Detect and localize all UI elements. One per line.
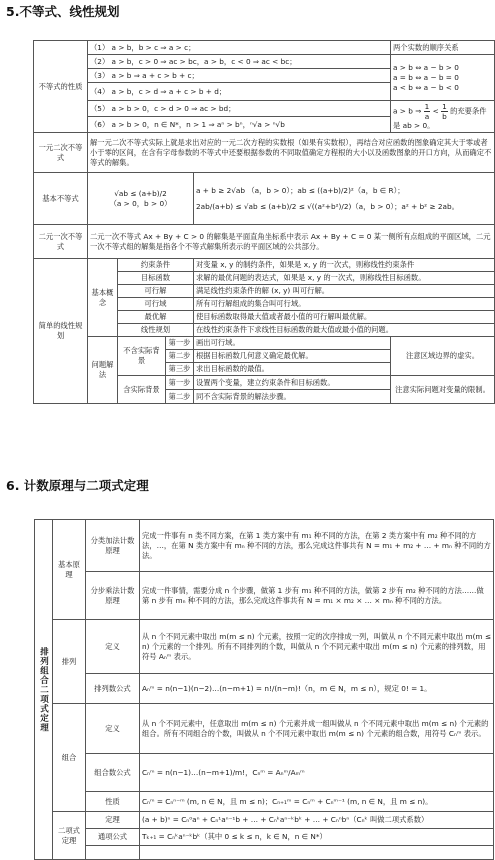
comb-definition-text: 从 n 个不同元素中，任意取出 m(m ≤ n) 个元素并成一组叫做从 n 个不同元素中取出 m(m ≤ n) 个元素的组合。所有不同组合的个数，叫做从 n 个不同元素中取出 m(m ≤ n) 个元素的组合数，用符号 Cₙᵐ 表示。 [140, 704, 494, 754]
property-4: （4） a > b，c > d ⇒ a + c > b + d； [88, 83, 391, 101]
note-boundary: 注意区域边界的虚实。 [391, 337, 495, 376]
fraction-1-over-a [424, 102, 431, 121]
reciprocal-suffix: 的充要条件 [450, 106, 487, 116]
counting-table [34, 519, 494, 860]
reciprocal-condition: 是 ab > 0。 [393, 121, 435, 130]
property-3: （3） a > b ⇒ a + c > b + c； [88, 69, 391, 83]
basic-inequality-formula [88, 173, 194, 225]
property-2: （2） a > b，c > 0 ⇒ ac > bc，a > b，c < 0 ⇒ ac < bc； [88, 55, 391, 69]
concept-def: 在线性约束条件下求线性目标函数的最大值或最小值的问题。 [194, 324, 495, 337]
order-relations [391, 55, 495, 101]
basic-principle-label: 基本原理 [53, 520, 86, 620]
order-gt: a > b ⇔ a − b > 0 [393, 62, 459, 72]
property-6: （6） a > b > 0，n ∈ N*，n > 1 ⇒ aⁿ > bⁿ，ⁿ√a > ⁿ√b [88, 117, 391, 133]
concept-def: 求解的最优问题的表达式，如果是 x, y 的一次式，则称线性目标函数。 [194, 272, 495, 285]
am-gm-condition: （a > 0，b > 0） [109, 198, 172, 208]
less-than-sign: < [432, 106, 439, 116]
variant-1: a + b ≥ 2√ab （a，b > 0）；ab ≤ ((a+b)/2)²（a，b ∈ R）； [196, 185, 405, 195]
reciprocal-rule [391, 101, 495, 133]
concept-term: 约束条件 [118, 259, 194, 272]
section-title-inequality: 5.不等式、线性规划 [6, 4, 120, 19]
inequality-table [33, 40, 495, 404]
combination-label: 组合 [53, 704, 86, 812]
basic-inequality-label: 基本不等式 [34, 173, 88, 225]
step-label: 第一步 [166, 337, 194, 350]
binomial-theorem-label: 定理 [86, 812, 140, 829]
method-label: 问题解法 [88, 337, 118, 404]
concept-term: 线性规划 [118, 324, 194, 337]
real-label: 含实际背景 [118, 376, 166, 404]
perm-definition-text: 从 n 个不同元素中取出 m(m ≤ n) 个元素，按照一定的次序排成一列，叫做从 n 个不同元素中取出 m(m ≤ n) 个元素的一个排列。所有不同排列的个数，叫做从 n 个不同元素中取出 m(m ≤ n) 个元素的排列数，用符号 Aₙᵐ 表示。 [140, 620, 494, 674]
cut-off-cell [86, 846, 140, 860]
concept-term: 可行域 [118, 298, 194, 311]
two-var-label: 二元一次不等式 [34, 225, 88, 259]
section-title-counting: 6. 计数原理与二项式定理 [6, 478, 149, 493]
perm-formula: Aₙᵐ = n(n−1)(n−2)…(n−m+1) = n!/(n−m)!（n，m ∈ N，m ≤ n），规定 0! = 1。 [140, 674, 494, 704]
concept-term: 最优解 [118, 311, 194, 324]
step-label: 第二步 [166, 390, 194, 404]
side-label [35, 520, 53, 860]
property-label: 不等式的性质 [34, 41, 88, 133]
comb-definition-label: 定义 [86, 704, 140, 754]
binomial-label: 二项式定理 [53, 812, 86, 860]
numerator: 1 [424, 102, 430, 111]
cut-off-cell [140, 846, 494, 860]
comb-property-label: 性质 [86, 792, 140, 812]
step-text: 同不含实际背景的解法步骤。 [194, 390, 391, 404]
step-label: 第三步 [166, 363, 194, 376]
concept-def: 所有可行解组成的集合叫可行域。 [194, 298, 495, 311]
multiplication-principle-text: 完成一件事情，需要分成 n 个步骤，做第 1 步有 m₁ 种不同的方法，做第 2 步有 m₂ 种不同的方法……做第 n 步有 mₙ 种不同的方法，那么完成这件事共有 N = m₁ × m₂ × … × mₙ 种不同的方法。 [140, 572, 494, 620]
order-eq: a = b ⇔ a − b = 0 [393, 72, 459, 82]
concept-def: 对变量 x, y 的制约条件，如果是 x, y 的一次式，则称线性约束条件 [194, 259, 495, 272]
general-term-label: 通项公式 [86, 829, 140, 846]
denominator: a [424, 112, 430, 121]
step-label: 第二步 [166, 350, 194, 363]
step-text: 画出可行域。 [194, 337, 391, 350]
comb-formula-label: 组合数公式 [86, 754, 140, 792]
perm-formula-label: 排列数公式 [86, 674, 140, 704]
note-variables: 注意实际问题对变量的限制。 [391, 376, 495, 404]
step-text: 求出目标函数的最值。 [194, 363, 391, 376]
variant-2: 2ab/(a+b) ≤ √ab ≤ (a+b)/2 ≤ √((a²+b²)/2)（a，b > 0）；a² + b² ≥ 2ab。 [196, 201, 459, 211]
reciprocal-premise: a > b ⇒ [393, 106, 422, 116]
concept-def: 使目标函数取得最大值或者最小值的可行解叫最优解。 [194, 311, 495, 324]
property-1: （1） a > b，b > c ⇒ a > c； [88, 41, 391, 55]
comb-formula: Cₙᵐ = n(n−1)…(n−m+1)/m!，Cₙᵐ = Aₙᵐ/Aₘᵐ [140, 754, 494, 792]
quadratic-label: 一元二次不等式 [34, 133, 88, 173]
concept-label: 基本概念 [88, 259, 118, 337]
perm-definition-label: 定义 [86, 620, 140, 674]
concept-term: 可行解 [118, 285, 194, 298]
concept-def: 满足线性约束条件的解 (x, y) 叫可行解。 [194, 285, 495, 298]
fraction-1-over-b [441, 102, 448, 121]
binomial-theorem: (a + b)ⁿ = Cₙ⁰aⁿ + Cₙ¹aⁿ⁻¹b + … + Cₙᵏaⁿ⁻ᵏbᵏ + … + Cₙⁿbⁿ（Cₙᵏ 叫做二项式系数） [140, 812, 494, 829]
nonreal-label: 不含实际背景 [118, 337, 166, 376]
multiplication-principle-label: 分步乘法计数原理 [86, 572, 140, 620]
two-var-text: 二元一次不等式 Ax + By + C > 0 的解集是平面直角坐标系中表示 Ax + By + C = 0 某一侧所有点组成的平面区域，二元一次不等式组的解集是指各个不等式解集所表示的平面区域的公共部分。 [88, 225, 495, 259]
comb-property: Cₙᵐ = Cₙⁿ⁻ᵐ (m, n ∈ N，且 m ≤ n)；Cₙ₊₁ᵐ = Cₙᵐ + Cₙᵐ⁻¹ (m, n ∈ N，且 m ≤ n)。 [140, 792, 494, 812]
concept-term: 目标函数 [118, 272, 194, 285]
step-text: 设置两个变量，建立约束条件和目标函数。 [194, 376, 391, 390]
am-gm: √ab ≤ (a+b)/2 [114, 188, 167, 198]
step-text: 根据目标函数几何意义确定最优解。 [194, 350, 391, 363]
general-term: Tₖ₊₁ = Cₙᵏaⁿ⁻ᵏbᵏ（其中 0 ≤ k ≤ n，k ∈ N，n ∈ N*） [140, 829, 494, 846]
basic-inequality-variants [194, 173, 495, 225]
step-label: 第一步 [166, 376, 194, 390]
denominator: b [442, 112, 447, 121]
numerator: 1 [442, 102, 447, 111]
linear-programming-label: 简单的线性规划 [34, 259, 88, 404]
addition-principle-text: 完成一件事有 n 类不同方案，在第 1 类方案中有 m₁ 种不同的方法，在第 2 类方案中有 m₂ 种不同的方法，…，在第 N 类方案中有 mₙ 种不同的方法，那么完成这件事共有 N = m₁ + m₂ + … + mₙ 种不同的方法。 [140, 520, 494, 572]
quadratic-text: 解一元二次不等式实际上就是求出对应的一元二次方程的实数根（如果有实数根），再结合对应函数的图象确定其大于零或者小于零的区间，在含有字母参数的不等式中还要根据参数的不同取值确定方程根的大小以及函数图象的开口方向，从而确定不等式的解集。 [88, 133, 495, 173]
addition-principle-label: 分类加法计数原理 [86, 520, 140, 572]
permutation-label: 排列 [53, 620, 86, 704]
side-label-text: 排列组合二项式定理 [38, 646, 49, 733]
property-5: （5） a > b > 0，c > d > 0 ⇒ ac > bd； [88, 101, 391, 117]
order-title: 两个实数的顺序关系 [391, 41, 495, 55]
order-lt: a < b ⇔ a − b < 0 [393, 82, 459, 92]
